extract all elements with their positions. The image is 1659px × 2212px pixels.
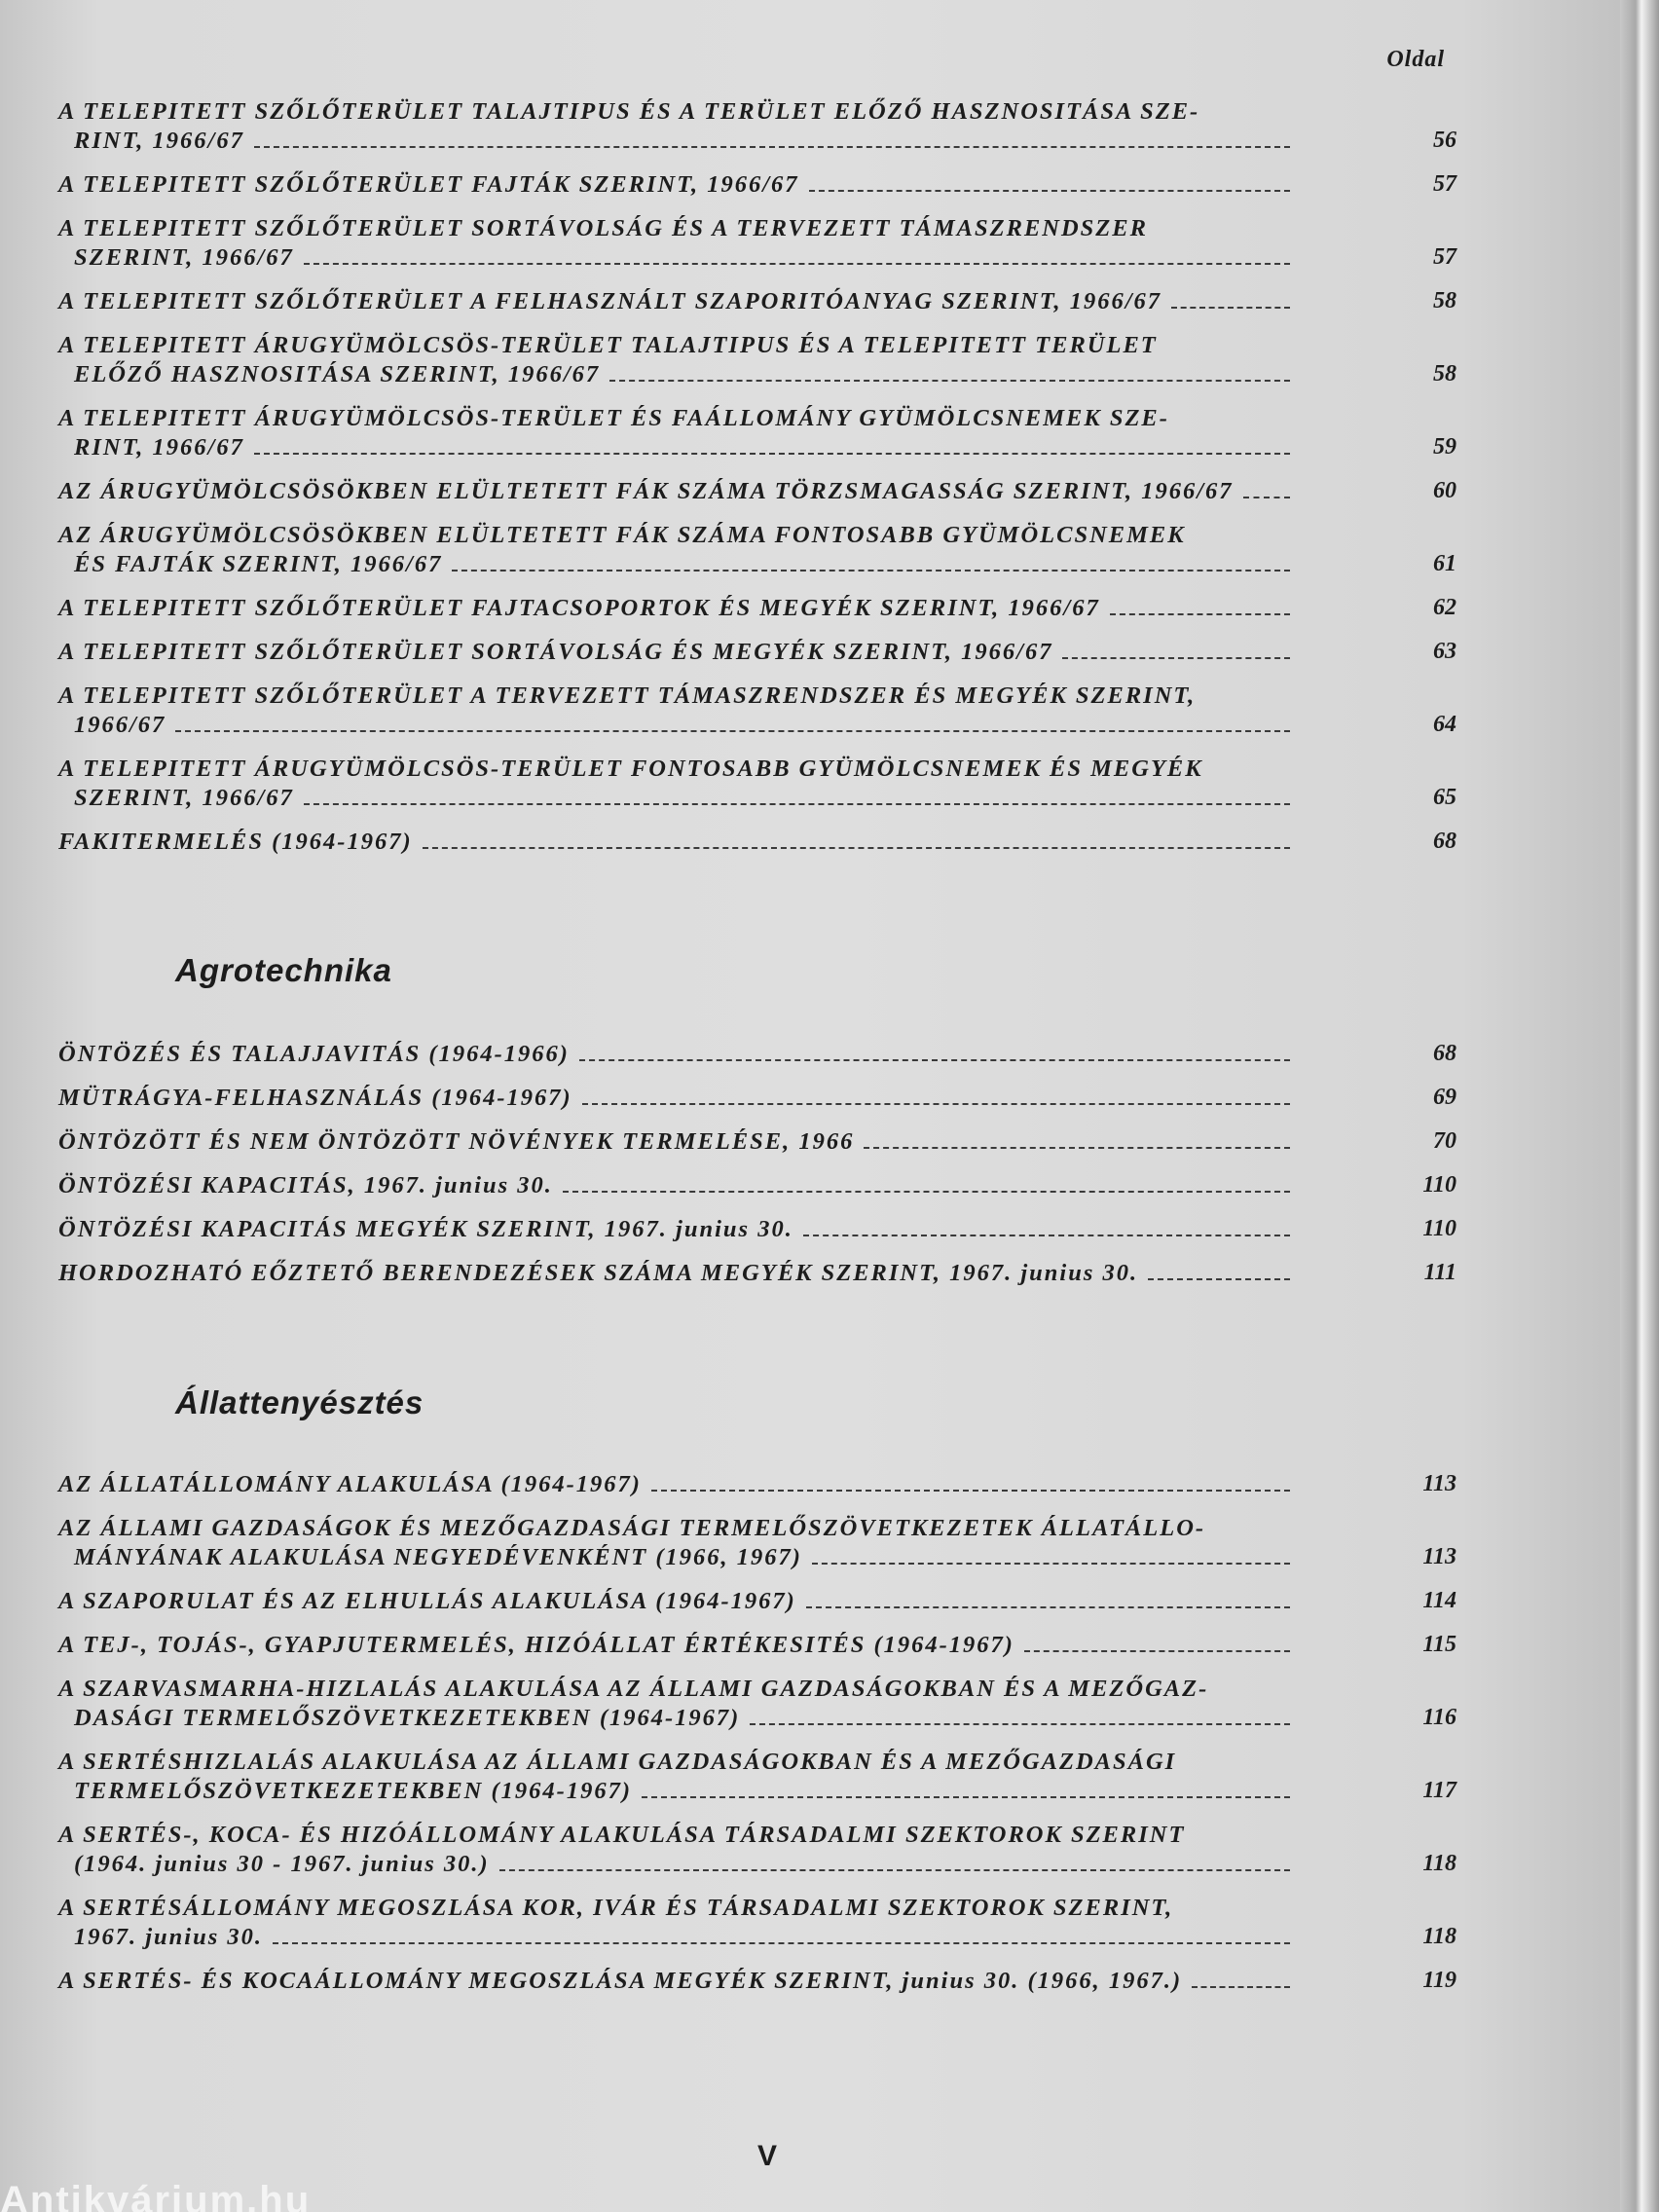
toc-entry: [58, 170, 1456, 200]
toc-entry: [58, 594, 1456, 623]
toc-entry-line: [58, 682, 1290, 711]
toc-entry-line: [58, 1127, 1290, 1157]
toc-entry: [58, 1894, 1456, 1952]
toc-entry: [58, 477, 1456, 506]
toc-entry-text: TERMELŐSZÖVETKEZETEKBEN (1964-1967): [74, 1778, 632, 1804]
toc-entry: [58, 404, 1456, 462]
toc-entry-title: [58, 404, 1290, 462]
toc-entry-title: [58, 1259, 1290, 1288]
toc-entry: [58, 1675, 1456, 1733]
toc-entry-title: [58, 755, 1290, 813]
toc-entry-title: [58, 287, 1290, 316]
toc-page-number: 113: [1422, 1471, 1456, 1496]
toc-entry: [58, 1084, 1456, 1113]
toc-page-number: 58: [1433, 361, 1456, 387]
toc-entry-title: [58, 331, 1290, 389]
toc-page-number: 63: [1433, 639, 1456, 664]
toc-entry-text: A TELEPITETT SZŐLŐTERÜLET SORTÁVOLSÁG ÉS A TERVEZETT TÁMASZRENDSZER: [58, 215, 1148, 241]
toc-entry-line: [58, 243, 1290, 273]
toc-entry: [58, 1040, 1456, 1069]
dot-leader: [864, 1147, 1290, 1149]
toc-entry-title: [58, 1821, 1290, 1879]
toc-entry-line: [58, 1215, 1290, 1244]
toc-entry-line: [58, 1514, 1290, 1543]
dot-leader: [452, 570, 1290, 571]
toc-entry-text: A TEJ-, TOJÁS-, GYAPJUTERMELÉS, HIZÓÁLLAT ÉRTÉKESITÉS (1964-1967): [58, 1632, 1014, 1658]
toc-entry-line: [58, 360, 1290, 389]
toc-entry-line: [58, 477, 1290, 506]
toc-entry-text: A SZAPORULAT ÉS AZ ELHULLÁS ALAKULÁSA (1964-1967): [58, 1588, 796, 1614]
toc-page-number: 118: [1422, 1851, 1456, 1876]
toc-entry: [58, 682, 1456, 740]
toc-entry-text: FAKITERMELÉS (1964-1967): [58, 829, 413, 855]
dot-leader: [1171, 307, 1290, 309]
toc-entry-title: [58, 214, 1290, 273]
toc-page-number: 56: [1433, 128, 1456, 153]
page-column-label: Oldal: [1386, 47, 1445, 72]
toc-entry-line: [58, 755, 1290, 784]
dot-leader: [1024, 1650, 1290, 1652]
toc-entry-text: A TELEPITETT SZŐLŐTERÜLET FAJTACSOPORTOK ÉS MEGYÉK SZERINT, 1966/67: [58, 595, 1100, 621]
page-number: V: [756, 2140, 777, 2172]
dot-leader: [273, 1942, 1290, 1944]
toc-entry-title: [58, 170, 1290, 200]
dot-leader: [1110, 613, 1290, 615]
toc-entry-line: [58, 828, 1290, 857]
dot-leader: [803, 1235, 1290, 1236]
toc-entry-title: [58, 1967, 1290, 1996]
toc-entry-text: (1964. junius 30 - 1967. junius 30.): [74, 1851, 490, 1877]
toc-entry-text: RINT, 1966/67: [74, 434, 244, 461]
toc-entry-text: AZ ÁRUGYÜMÖLCSÖSÖKBEN ELÜLTETETT FÁK SZÁMA TÖRZSMAGASSÁG SZERINT, 1966/67: [58, 478, 1234, 504]
toc-entry-text: ÖNTÖZÉSI KAPACITÁS MEGYÉK SZERINT, 1967. junius 30.: [58, 1216, 793, 1242]
toc-entry: [58, 331, 1456, 389]
toc-entry: [58, 1215, 1456, 1244]
toc-entry-title: [58, 1894, 1290, 1952]
toc-entry-line: [58, 1967, 1290, 1996]
toc-entry: [58, 97, 1456, 156]
toc-entry-text: SZERINT, 1966/67: [74, 785, 294, 811]
toc-page-number: 65: [1433, 785, 1456, 810]
toc-entry: [58, 1470, 1456, 1499]
toc-entry-title: [58, 828, 1290, 857]
dot-leader: [499, 1869, 1290, 1871]
toc-page-number: 119: [1422, 1968, 1456, 1993]
toc-entry-text: ÖNTÖZÉSI KAPACITÁS, 1967. junius 30.: [58, 1172, 553, 1198]
dot-leader: [1148, 1278, 1290, 1280]
toc-entry-title: [58, 638, 1290, 667]
toc-entry: [58, 638, 1456, 667]
toc-entry-text: AZ ÁLLATÁLLOMÁNY ALAKULÁSA (1964-1967): [58, 1471, 642, 1497]
toc-entry: [58, 521, 1456, 579]
toc-entry-text: MÁNYÁNAK ALAKULÁSA NEGYEDÉVENKÉNT (1966, 1967): [74, 1544, 802, 1570]
toc-page-number: 64: [1433, 712, 1456, 737]
toc-entry-text: RINT, 1966/67: [74, 128, 244, 154]
toc-entry-line: [58, 521, 1290, 550]
toc-entry-line: [58, 1923, 1290, 1952]
toc-page-number: 60: [1433, 478, 1456, 503]
dot-leader: [175, 730, 1290, 732]
toc-entry-line: [58, 1894, 1290, 1923]
toc-page-number: 114: [1422, 1588, 1456, 1613]
toc-entry: [58, 1821, 1456, 1879]
toc-entry: [58, 287, 1456, 316]
toc-section-allattenyesztes: [58, 1470, 1456, 2010]
toc-entry-text: A TELEPITETT SZŐLŐTERÜLET A TERVEZETT TÁMASZRENDSZER ÉS MEGYÉK SZERINT,: [58, 682, 1197, 709]
toc-entry-line: [58, 550, 1290, 579]
toc-entry: [58, 755, 1456, 813]
book-spine: [1620, 0, 1659, 2212]
toc-entry-line: [58, 1675, 1290, 1704]
toc-page-number: 110: [1422, 1172, 1456, 1198]
toc-entry-text: 1967. junius 30.: [74, 1924, 264, 1950]
dot-leader: [579, 1059, 1290, 1061]
toc-page-number: 69: [1433, 1085, 1456, 1110]
toc-entry-title: [58, 1675, 1290, 1733]
toc-page-number: 113: [1422, 1544, 1456, 1569]
toc-entry-title: [58, 1514, 1290, 1572]
toc-entry-line: [58, 1543, 1290, 1572]
dot-leader: [304, 803, 1290, 805]
toc-entry-text: A TELEPITETT ÁRUGYÜMÖLCSÖS-TERÜLET ÉS FAÁLLOMÁNY GYÜMÖLCSNEMEK SZE-: [58, 405, 1169, 431]
toc-entry-title: [58, 521, 1290, 579]
toc-entry-text: A SZARVASMARHA-HIZLALÁS ALAKULÁSA AZ ÁLLAMI GAZDASÁGOKBAN ÉS A MEZŐGAZ-: [58, 1676, 1209, 1702]
toc-entry-text: A TELEPITETT SZŐLŐTERÜLET FAJTÁK SZERINT, 1966/67: [58, 171, 799, 198]
toc-page-number: 116: [1422, 1705, 1456, 1730]
toc-entry-text: A SERTÉS-, KOCA- ÉS HIZÓÁLLOMÁNY ALAKULÁSA TÁRSADALMI SZEKTOROK SZERINT: [58, 1822, 1186, 1848]
toc-entry-text: 1966/67: [74, 712, 166, 738]
toc-entry: [58, 1587, 1456, 1616]
toc-entry-text: A TELEPITETT ÁRUGYÜMÖLCSÖS-TERÜLET TALAJTIPUS ÉS A TELEPITETT TERÜLET: [58, 332, 1158, 358]
toc-entry-text: SZERINT, 1966/67: [74, 244, 294, 271]
toc-entry: [58, 1748, 1456, 1806]
toc-page-number: 57: [1433, 244, 1456, 270]
toc-entry: [58, 1514, 1456, 1572]
toc-page-number: 118: [1422, 1924, 1456, 1949]
toc-page-number: 68: [1433, 1041, 1456, 1066]
toc-section-1: [58, 97, 1456, 871]
toc-page-number: 117: [1422, 1778, 1456, 1803]
toc-page-number: 58: [1433, 288, 1456, 313]
toc-entry-line: [58, 1259, 1290, 1288]
dot-leader: [1192, 1986, 1290, 1988]
toc-entry-text: DASÁGI TERMELŐSZÖVETKEZETEKBEN (1964-1967): [74, 1705, 741, 1731]
toc-entry: [58, 1631, 1456, 1660]
toc-entry-line: [58, 1850, 1290, 1879]
toc-entry: [58, 214, 1456, 273]
toc-page-number: 70: [1433, 1128, 1456, 1154]
toc-entry-title: [58, 682, 1290, 740]
toc-entry-text: A SERTÉS- ÉS KOCAÁLLOMÁNY MEGOSZLÁSA MEGYÉK SZERINT, junius 30. (1966, 1967.): [58, 1968, 1183, 1994]
toc-entry: [58, 828, 1456, 857]
toc-entry-line: [58, 97, 1290, 127]
toc-page-number: 61: [1433, 551, 1456, 576]
toc-entry: [58, 1259, 1456, 1288]
toc-entry-line: [58, 170, 1290, 200]
toc-page-number: 59: [1433, 434, 1456, 460]
toc-entry: [58, 1127, 1456, 1157]
dot-leader: [563, 1191, 1290, 1193]
toc-entry-line: [58, 331, 1290, 360]
toc-entry-line: [58, 784, 1290, 813]
toc-entry-line: [58, 1084, 1290, 1113]
toc-entry-title: [58, 1470, 1290, 1499]
toc-page-number: 115: [1422, 1632, 1456, 1657]
toc-page-number: 110: [1422, 1216, 1456, 1241]
toc-entry-line: [58, 214, 1290, 243]
toc-entry-line: [58, 1171, 1290, 1200]
toc-entry-line: [58, 1470, 1290, 1499]
toc-entry-text: ÖNTÖZÖTT ÉS NEM ÖNTÖZÖTT NÖVÉNYEK TERMELÉSE, 1966: [58, 1128, 855, 1155]
toc-entry-text: A SERTÉSÁLLOMÁNY MEGOSZLÁSA KOR, IVÁR ÉS TÁRSADALMI SZEKTOROK SZERINT,: [58, 1895, 1174, 1921]
toc-entry-text: A TELEPITETT ÁRUGYÜMÖLCSÖS-TERÜLET FONTOSABB GYÜMÖLCSNEMEK ÉS MEGYÉK: [58, 756, 1203, 782]
dot-leader: [1062, 657, 1290, 659]
toc-entry-title: [58, 1215, 1290, 1244]
toc-entry-text: ÉS FAJTÁK SZERINT, 1966/67: [74, 551, 443, 577]
toc-entry-text: AZ ÁLLAMI GAZDASÁGOK ÉS MEZŐGAZDASÁGI TERMELŐSZÖVETKEZETEK ÁLLATÁLLO-: [58, 1515, 1206, 1541]
toc-entry: [58, 1967, 1456, 1996]
toc-entry-text: AZ ÁRUGYÜMÖLCSÖSÖKBEN ELÜLTETETT FÁK SZÁMA FONTOSABB GYÜMÖLCSNEMEK: [58, 522, 1186, 548]
toc-entry-line: [58, 1704, 1290, 1733]
toc-entry-line: [58, 711, 1290, 740]
dot-leader: [304, 263, 1290, 265]
toc-entry-line: [58, 1040, 1290, 1069]
toc-entry-line: [58, 1748, 1290, 1777]
toc-entry-line: [58, 433, 1290, 462]
toc-entry-text: A SERTÉSHIZLALÁS ALAKULÁSA AZ ÁLLAMI GAZDASÁGOKBAN ÉS A MEZŐGAZDASÁGI: [58, 1749, 1177, 1775]
toc-entry-title: [58, 1748, 1290, 1806]
toc-entry-line: [58, 127, 1290, 156]
toc-entry-text: HORDOZHATÓ EŐZTETŐ BERENDEZÉSEK SZÁMA MEGYÉK SZERINT, 1967. junius 30.: [58, 1260, 1139, 1286]
toc-entry-title: [58, 1040, 1290, 1069]
toc-entry-title: [58, 594, 1290, 623]
toc-section-agrotechnika: [58, 1040, 1456, 1303]
dot-leader: [609, 380, 1290, 382]
dot-leader: [423, 847, 1290, 849]
toc-page-number: 57: [1433, 171, 1456, 197]
toc-entry-text: A TELEPITETT SZŐLŐTERÜLET SORTÁVOLSÁG ÉS MEGYÉK SZERINT, 1966/67: [58, 639, 1053, 665]
toc-entry-text: MÜTRÁGYA-FELHASZNÁLÁS (1964-1967): [58, 1085, 572, 1111]
dot-leader: [651, 1490, 1290, 1492]
watermark: Antikvárium.hu: [0, 2181, 312, 2212]
toc-entry-line: [58, 404, 1290, 433]
toc-entry-line: [58, 1631, 1290, 1660]
toc-entry-line: [58, 1821, 1290, 1850]
toc-page-number: 111: [1423, 1260, 1456, 1285]
dot-leader: [254, 146, 1290, 148]
toc-entry-title: [58, 97, 1290, 156]
toc-entry-line: [58, 1777, 1290, 1806]
toc-entry-title: [58, 1127, 1290, 1157]
toc-entry-title: [58, 1171, 1290, 1200]
dot-leader: [642, 1796, 1290, 1798]
toc-entry-title: [58, 1631, 1290, 1660]
dot-leader: [806, 1606, 1290, 1608]
toc-entry: [58, 1171, 1456, 1200]
dot-leader: [750, 1723, 1290, 1725]
toc-entry-title: [58, 477, 1290, 506]
section-title-agrotechnika: Agrotechnika: [175, 952, 392, 988]
dot-leader: [812, 1563, 1290, 1565]
toc-entry-title: [58, 1587, 1290, 1616]
toc-entry-line: [58, 638, 1290, 667]
toc-entry-text: ELŐZŐ HASZNOSITÁSA SZERINT, 1966/67: [74, 361, 601, 387]
toc-entry-line: [58, 594, 1290, 623]
dot-leader: [254, 453, 1290, 455]
section-title-allattenyesztes: Állattenyésztés: [175, 1384, 424, 1420]
toc-page-number: 62: [1433, 595, 1456, 620]
toc-entry-line: [58, 1587, 1290, 1616]
toc-page-number: 68: [1433, 829, 1456, 854]
toc-entry-text: ÖNTÖZÉS ÉS TALAJJAVITÁS (1964-1966): [58, 1041, 570, 1067]
toc-entry-text: A TELEPITETT SZŐLŐTERÜLET A FELHASZNÁLT SZAPORITÓANYAG SZERINT, 1966/67: [58, 288, 1162, 314]
dot-leader: [809, 190, 1290, 192]
dot-leader: [1243, 497, 1290, 498]
dot-leader: [582, 1103, 1290, 1105]
toc-entry-title: [58, 1084, 1290, 1113]
toc-entry-line: [58, 287, 1290, 316]
toc-entry-text: A TELEPITETT SZŐLŐTERÜLET TALAJTIPUS ÉS A TERÜLET ELŐZŐ HASZNOSITÁSA SZE-: [58, 98, 1200, 125]
